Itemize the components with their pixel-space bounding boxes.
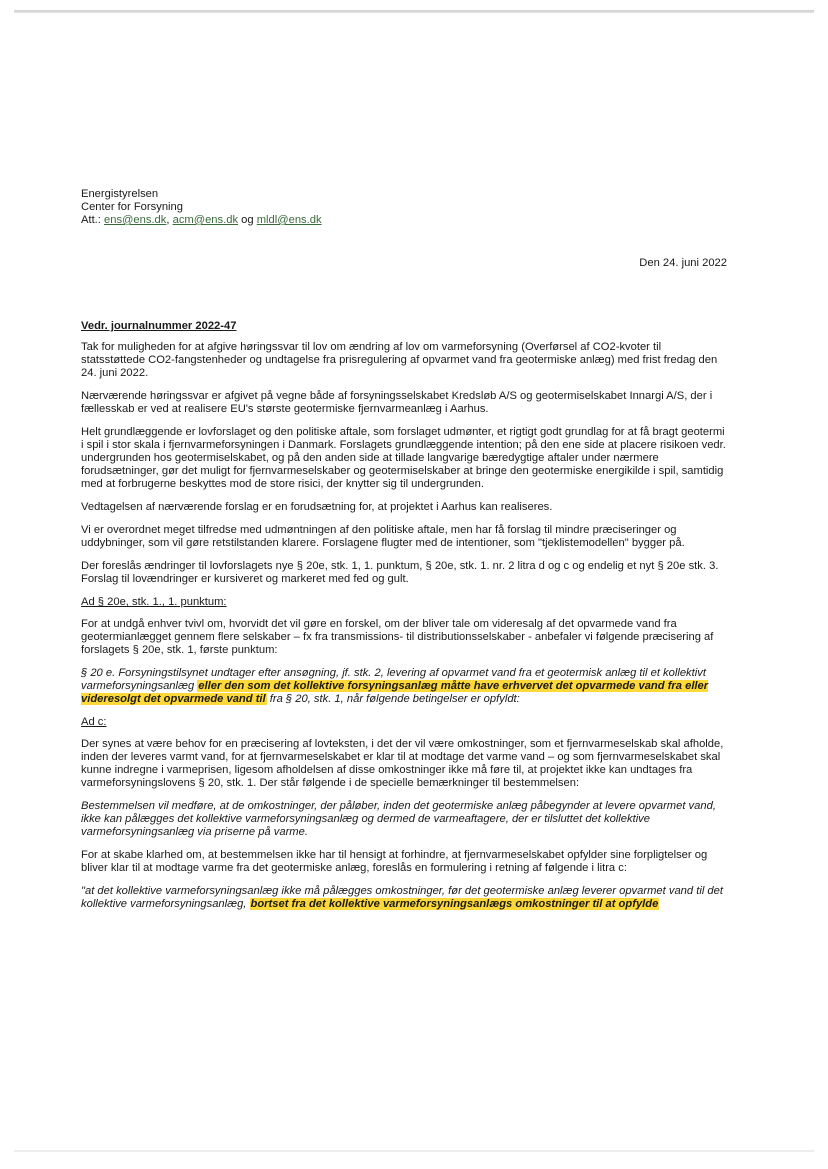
letter-body <box>81 320 727 921</box>
quote-litra-c <box>81 885 727 911</box>
quote-20e-highlight: eller den som det kollektive forsyningsanlæg måtte have erhvervet det opvarmede vand fra eller videresolgt det opvarmede vand til <box>81 680 709 705</box>
recipient-block <box>81 188 481 227</box>
paragraph-basis: Helt grundlæggende er lovforslaget og den politiske aftale, som forslaget udmønter, et rigtigt godt grundlag for at få bragt geotermi i spil i stor skala i fjernvarmeforsyningen i Danmark. Forslagets grundlæggende intention; på den ene side at placere risikoen vedr. undergrunden hos geotermiselskabet, og på den anden side at tillade langvarige bæredygtige aftaler under nærmere forudsætninger, gør det muligt for fjernvarmeselskaber og geotermiselskaber at bringe den geotermiske energikilde i spil, samtidig med at forbrugerne beskyttes mod de store risici, der knytter sig til undergrunden. <box>81 426 726 490</box>
paragraph-costs: Der synes at være behov for en præcisering af lovteksten, i det der vil være omkostninger, som et fjernvarmeselskab skal afholde, inden der leveres varmt vand, for at fjernvarmeselskabet er klar til at modtage det varme vand – og som fjernvarmeselskabet skal kunne indregne i varmeprisen, ligesom afholdelsen af disse omkostninger ikke må føre til, at projektet ikke kan undtages fra varmeforsyningslovens § 20, stk. 1. Der står følgende i de specielle bemærkninger til bestemmelsen: <box>81 738 724 789</box>
paragraph-on-behalf: Nærværende høringssvar er afgivet på vegne både af forsyningsselskabet Kredsløb A/S og geotermiselskabet Innargi A/S, der i fællesskab er ved at realisere EU's største geotermiske fjernvarmeanlæg i Aarhus. <box>81 390 713 415</box>
email-link-mldl[interactable]: mldl@ens.dk <box>256 214 322 226</box>
email-link-ens[interactable]: ens@ens.dk <box>104 214 167 226</box>
paragraph-satisfaction: Vi er overordnet meget tilfredse med udmøntningen af den politiske aftale, men har få forslag til mindre præciseringer og uddybninger, som vil gøre retstilstanden klarere. Forslagene flugter med de intentioner, som "tjeklistemodellen" bygger på. <box>81 524 685 549</box>
paragraph-intro: Tak for muligheden for at afgive høringssvar til lov om ændring af lov om varmeforsyning (Overførsel af CO2-kvoter til statsstøttede CO2-fangstenheder og undtagelse fra prisregulering af opvarmet vand fra geotermiske anlæg) med frist fredag den 24. juni 2022. <box>81 341 718 379</box>
section-heading-ad-c: Ad c: <box>81 716 107 728</box>
email-link-acm[interactable]: acm@ens.dk <box>172 214 239 226</box>
scan-bottom-edge <box>14 1150 814 1152</box>
recipient-department: Center for Forsyning <box>81 201 183 213</box>
quote-remarks: Bestemmelsen vil medføre, at de omkostninger, der påløber, inden det geotermiske anlæg påbegynder at levere opvarmet vand, ikke kan pålægges det kollektive varmeforsyningsanlæg og dermed de varmeaftagere, der er tilsluttet det kollektive varmeforsyningsanlæg via priserne på varme. <box>81 800 716 838</box>
subject-heading: Vedr. journalnummer 2022-47 <box>81 320 237 332</box>
att-label: Att.: <box>81 214 101 226</box>
quote-litra-c-text: "at det kollektive varmeforsyningsanlæg ikke må pålægges omkostninger, før det geotermiske anlæg leverer opvarmet vand til det kollektive varmeforsyningsanlæg, <box>81 885 723 910</box>
attention-line: Att.: ens@ens.dk, acm@ens.dk og mldl@ens.dk <box>81 214 322 226</box>
paragraph-clarity: For at skabe klarhed om, at bestemmelsen ikke har til hensigt at forhindre, at fjernvarmeselskabet opfylder sine forpligtelser og bliver klar til at modtage varme fra det geotermiske anlæg, foreslås en formulering i retning af følgende i litra c: <box>81 849 708 874</box>
paragraph-prerequisite: Vedtagelsen af nærværende forslag er en forudsætning for, at projektet i Aarhus kan realiseres. <box>81 501 553 513</box>
scan-top-border <box>14 10 814 13</box>
letter-date: Den 24. juni 2022 <box>639 257 727 269</box>
recipient-name: Energistyrelsen <box>81 188 159 200</box>
att-conjunction: og <box>241 214 254 226</box>
paragraph-proposals: Der foreslås ændringer til lovforslagets nye § 20e, stk. 1, 1. punktum, § 20e, stk. 1. nr. 2 litra d og c og endelig et nyt § 20e stk. 3. Forslag til lovændringer er kursiveret og markeret med fed og gult. <box>81 560 719 585</box>
quote-20e <box>81 667 727 706</box>
quote-litra-c-highlight: bortset fra det kollektive varmeforsyningsanlægs omkostninger til at opfylde <box>250 898 659 910</box>
quote-20e-text-b: fra § 20, stk. 1, når følgende betingelser er opfyldt: <box>266 693 520 705</box>
paragraph-resale: For at undgå enhver tvivl om, hvorvidt det vil gøre en forskel, om der bliver tale om videresalg af det opvarmede vand fra geotermianlægget gennem flere selskaber – fx fra transmissions- til distributionsselskaber - anbefaler vi følgende præcisering af forslagets § 20e, stk. 1, første punktum: <box>81 618 714 656</box>
quote-20e-text-a: § 20 e. Forsyningstilsynet undtager efter ansøgning, jf. stk. 2, levering af opvarmet vand fra et geotermisk anlæg til et kollektivt varmeforsyningsanlæg <box>81 667 706 692</box>
section-heading-20e: Ad § 20e, stk. 1., 1. punktum: <box>81 596 227 608</box>
